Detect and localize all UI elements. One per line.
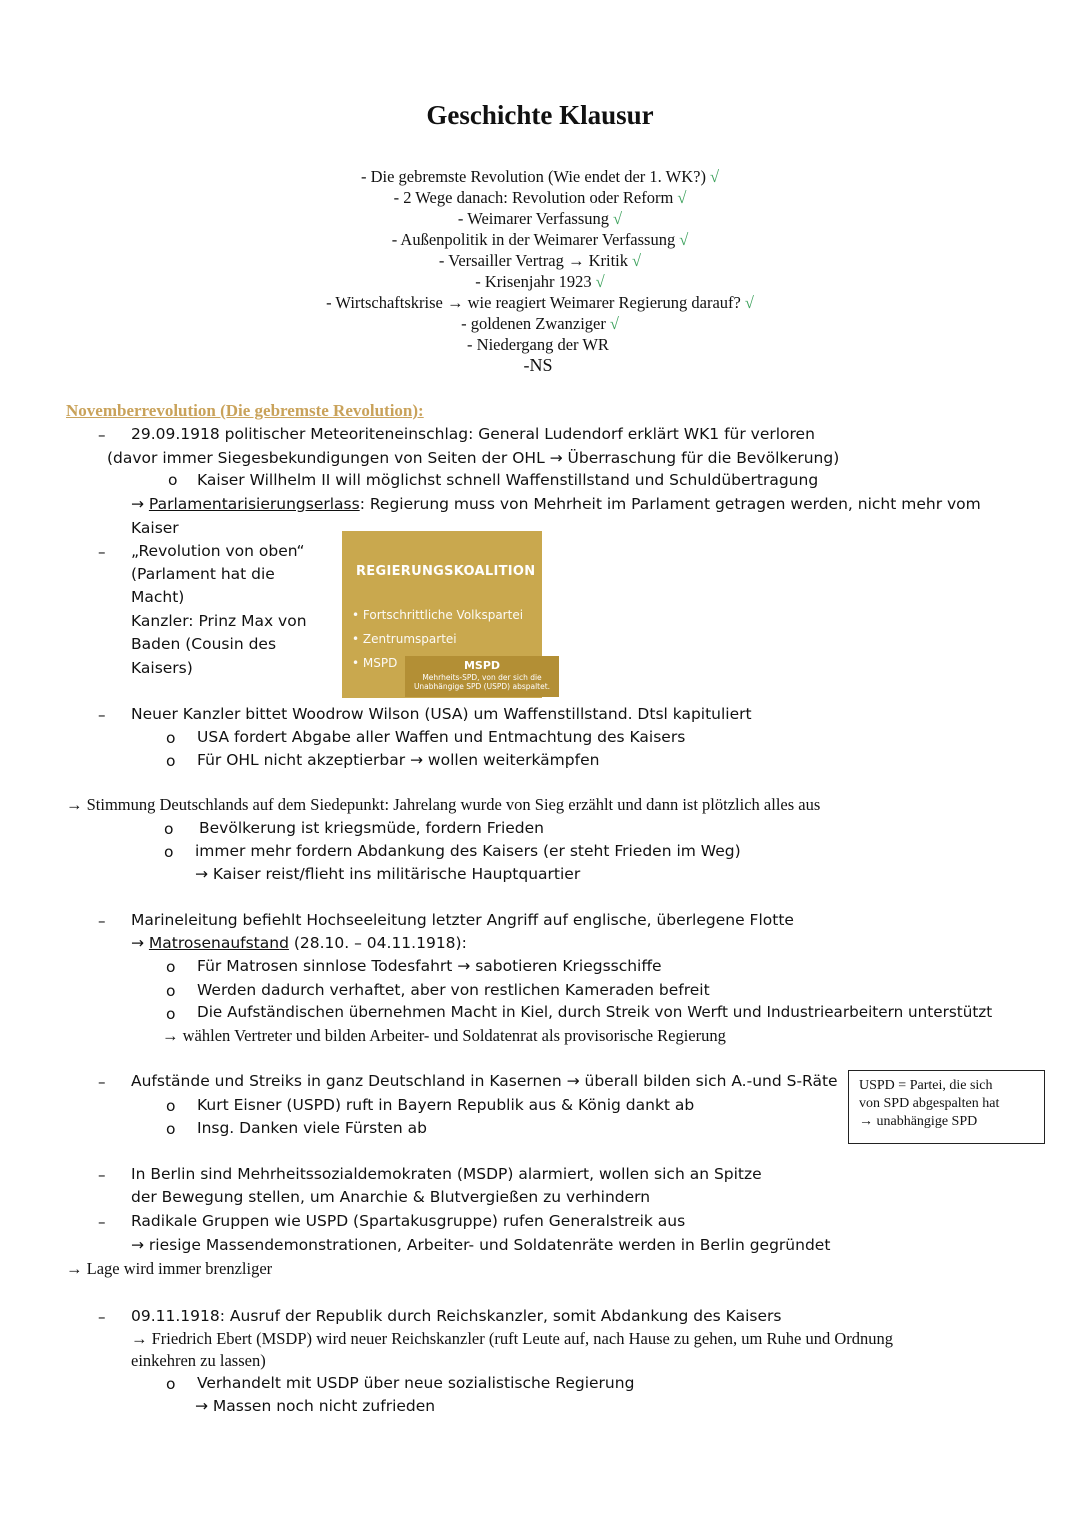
note-line: 09.11.1918: Ausruf der Republik durch Reichskanzler, somit Abdankung des Kaisers (131, 1307, 782, 1325)
topic-item: - Weimarer Verfassung √ (457, 209, 623, 228)
dash-bullet: – (98, 543, 106, 561)
key-term: Parlamentarisierungserlass (148, 495, 360, 513)
note-box-line: USPD = Partei, die sich (859, 1078, 993, 1093)
topic-item: -NS (523, 355, 553, 375)
note-line: „Revolution von oben“ (131, 542, 305, 560)
note-line: (Parlament hat die (131, 565, 275, 583)
topic-item: - Versailler Vertrag → Kritik √ (438, 251, 642, 270)
dash-bullet: – (98, 1213, 106, 1231)
sub-bullet: o (166, 752, 176, 770)
topic-item: - Wirtschaftskrise → wie reagiert Weimarer Regierung darauf? √ (326, 293, 754, 312)
note-line: Aufstände und Streiks in ganz Deutschland in Kasernen → überall bilden sich A.-und S-Räte (131, 1072, 838, 1090)
note-line: Kurt Eisner (USPD) ruft in Bayern Republik aus & König dankt ab (197, 1096, 695, 1114)
note-line: 29.09.1918 politischer Meteoriteneinschlag: General Ludendorf erklärt WK1 für verloren (131, 425, 815, 443)
dash-bullet: – (98, 1308, 106, 1326)
key-term: Matrosenaufstand (148, 934, 289, 952)
coalition-item: • MSPD (352, 656, 398, 670)
dash-bullet: – (98, 1073, 106, 1091)
note-line: Für OHL nicht akzeptierbar → wollen weiterkämpfen (197, 751, 600, 769)
check-mark: √ (609, 314, 619, 333)
note-line: → Lage wird immer brenzliger (66, 1259, 273, 1278)
note-line: USA fordert Abgabe aller Waffen und Entmachtung des Kaisers (197, 728, 686, 746)
coalition-title: REGIERUNGSKOALITION (356, 564, 536, 579)
check-mark: √ (744, 293, 754, 312)
note-line: → Parlamentarisierungserlass: Regierung muss von Mehrheit im Parlament getragen werden, nicht mehr vom (131, 495, 981, 513)
sub-bullet: o (166, 1375, 176, 1393)
check-mark: √ (677, 188, 687, 207)
topic-item: - Niedergang der WR (467, 335, 609, 354)
note-line: (davor immer Siegesbekundigungen von Seiten der OHL → Überraschung für die Bevölkerung) (107, 449, 840, 467)
note-line: Bevölkerung ist kriegsmüde, fordern Frieden (199, 819, 544, 837)
note-line: der Bewegung stellen, um Anarchie & Blutvergießen zu verhindern (131, 1188, 651, 1206)
note-box-line: → unabhängige SPD (859, 1114, 978, 1129)
coalition-item: • Fortschrittliche Volkspartei (352, 608, 524, 622)
sub-bullet: o (166, 982, 176, 1000)
note-line: → Matrosenaufstand (28.10. – 04.11.1918): (131, 934, 467, 952)
check-mark: √ (613, 209, 623, 228)
note-line: → Friedrich Ebert (MSDP) wird neuer Reichskanzler (ruft Leute auf, nach Hause zu gehen, um Ruhe und Ordnung (131, 1329, 893, 1348)
note-line: Kaiser (131, 519, 179, 537)
note-line: Baden (Cousin des (131, 635, 277, 653)
check-mark: √ (595, 272, 605, 291)
sub-bullet: o (164, 820, 174, 838)
uspd-note-box (848, 1070, 1045, 1144)
check-mark: √ (709, 167, 719, 186)
sub-bullet: o (166, 958, 176, 976)
topic-item: - Die gebremste Revolution (Wie endet der 1. WK?) √ (360, 167, 719, 186)
mspd-title: MSPD (463, 659, 501, 672)
note-line: In Berlin sind Mehrheitssozialdemokraten (MSDP) alarmiert, wollen sich an Spitze (131, 1165, 762, 1183)
dash-bullet: – (98, 706, 106, 724)
note-line: → Kaiser reist/flieht ins militärische Hauptquartier (195, 865, 581, 883)
note-line: Radikale Gruppen wie USPD (Spartakusgruppe) rufen Generalstreik aus (131, 1212, 686, 1230)
note-line: → Stimmung Deutschlands auf dem Siedepunkt: Jahrelang wurde von Sieg erzählt und dann ist plötzlich alles aus (66, 795, 821, 814)
page-title: Geschichte Klausur (426, 100, 654, 130)
dash-bullet: – (98, 1166, 106, 1184)
note-line: Die Aufständischen übernehmen Macht in Kiel, durch Streik von Werft und Industriearbeitern unterstützt (197, 1003, 993, 1021)
section-heading: Novemberrevolution (Die gebremste Revolution): (66, 401, 424, 420)
sub-bullet: o (166, 729, 176, 747)
check-mark: √ (679, 230, 689, 249)
sub-bullet: o (166, 1005, 176, 1023)
check-mark: √ (632, 251, 642, 270)
note-line: Kaisers) (131, 659, 193, 677)
topic-item: - Außenpolitik in der Weimarer Verfassung √ (391, 230, 689, 249)
note-line: Marineleitung befiehlt Hochseeleitung letzter Angriff auf englische, überlegene Flotte (131, 911, 794, 929)
topic-item: - 2 Wege danach: Revolution oder Reform √ (393, 188, 687, 207)
dash-bullet: – (98, 912, 106, 930)
note-line: Neuer Kanzler bittet Woodrow Wilson (USA) um Waffenstillstand. Dtsl kapituliert (131, 705, 752, 723)
topic-item: - goldenen Zwanziger √ (461, 314, 619, 333)
coalition-item: • Zentrumspartei (352, 632, 457, 646)
note-line: Kanzler: Prinz Max von (131, 612, 307, 630)
note-line: → wählen Vertreter und bilden Arbeiter- und Soldatenrat als provisorische Regierung (162, 1026, 726, 1045)
note-line: Für Matrosen sinnlose Todesfahrt → sabotieren Kriegsschiffe (197, 957, 662, 975)
note-line: Verhandelt mit USDP über neue sozialistische Regierung (197, 1374, 635, 1392)
note-line: einkehren zu lassen) (131, 1351, 266, 1370)
note-line: immer mehr fordern Abdankung des Kaisers (er steht Frieden im Weg) (195, 842, 741, 860)
sub-bullet: o (166, 1097, 176, 1115)
note-line: Insg. Danken viele Fürsten ab (197, 1119, 427, 1137)
note-line: → Massen noch nicht zufrieden (195, 1397, 436, 1415)
note-line: Werden dadurch verhaftet, aber von restlichen Kameraden befreit (197, 981, 710, 999)
note-box-line: von SPD abgespalten hat (859, 1096, 1000, 1111)
sub-bullet: o (168, 471, 178, 489)
note-line: Kaiser Willhelm II will möglichst schnell Waffenstillstand und Schuldübertragung (197, 471, 819, 489)
mspd-tooltip (405, 656, 559, 697)
note-line: Macht) (131, 588, 185, 606)
topic-list (0, 166, 1080, 376)
sub-bullet: o (166, 1120, 176, 1138)
note-line: → riesige Massendemonstrationen, Arbeiter- und Soldatenräte werden in Berlin gegründet (131, 1236, 831, 1254)
mspd-description: Mehrheits-SPD, von der sich die Unabhängige SPD (USPD) abspaltet. (413, 673, 551, 691)
dash-bullet: – (98, 426, 106, 444)
topic-item: - Krisenjahr 1923 √ (475, 272, 605, 291)
sub-bullet: o (164, 843, 174, 861)
